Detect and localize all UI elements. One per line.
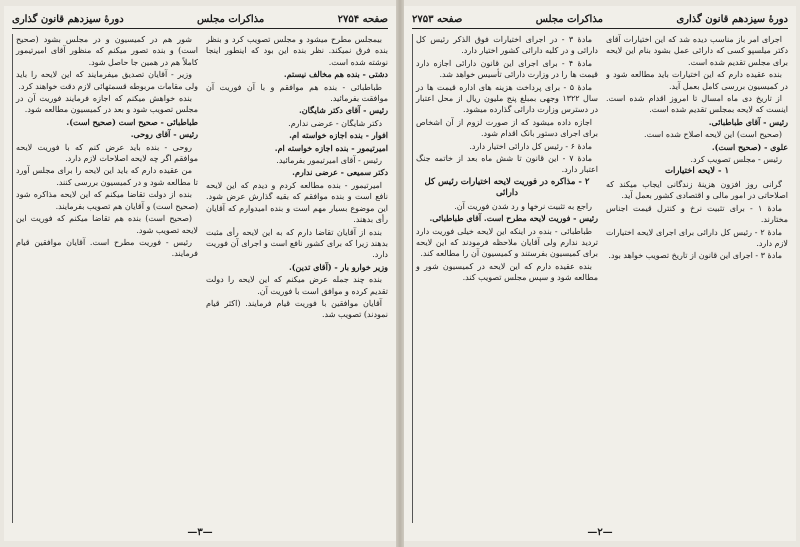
paragraph: طباطبائی - بنده در اینکه این لایحه خیلی فوریت دارد تردید ندارم ولی آقایان ملاحظه فرمودند که این لایحه برای کمیسیون بفرستند و کمیسیون آن را مطالعه کند. (416, 226, 598, 259)
paragraph: رئیس - مجلس تصویب کرد. (690, 155, 782, 165)
book-gutter (396, 0, 404, 547)
paragraph: بنده عقیده دارم که این لایحه در کمیسیون شور و مطالعه شود و سپس مجلس تصویب کند. (416, 261, 598, 283)
right-page-number: —۲— (587, 527, 613, 538)
paragraph: از تاریخ دی ماه امسال تا امروز اقدام شده است. اینست که لایحه بمجلس تقدیم شده است. (606, 94, 788, 115)
speaker-line: دشتی - بنده هم مخالف نیستم. (283, 69, 388, 80)
paragraph: طباطبائی - بنده هم موافقم و با آن فوریت آن موافقت بفرمائید. (206, 82, 388, 104)
paragraph: امیرتیمور - بنده مطالعه کردم و دیدم که این لایحه نافع است و بنده موافقم که بقیه گذارش عرض شود. این موضوع بسیار مهم است و بنده امیدوارم که آقایان رأی بدهند. (206, 180, 388, 225)
paragraph: مادهٔ ۳ - اجرای این قانون از تاریخ تصویب خواهد بود. (608, 251, 782, 261)
paragraph: بنده از دولت تقاضا میکنم که این لایحه مذاکره شود (صحیح است) و آقایان هم تصویب بفرمایند. (16, 190, 198, 211)
paragraph: دکتر شایگان - عرضی ندارم. (288, 118, 382, 128)
speaker-line: رئیس - فوریت لایحه مطرح است. آقای طباطبائی. (429, 213, 598, 224)
speaker-line: امیرتیمور - بنده اجازه خواسته ام. (274, 142, 388, 153)
speaker-line: رئیس - آقای دکتر شایگان. (299, 105, 388, 116)
left-header-page-number: صفحه ۲۷۵۴ (337, 13, 388, 25)
speaker-line: دکتر سمیعی - عرضی ندارم. (292, 167, 388, 178)
right-header-title: مذاکرات مجلس (535, 13, 603, 25)
paragraph: اجازه داده میشود که از صورت لزوم از آن اشخاص برای اجرای دستور بانک اقدام شود. (416, 117, 598, 139)
right-page-left-column (412, 34, 598, 523)
right-page-header (412, 10, 788, 29)
paragraph: بنده عقیده دارم که این اختیارات باید مطالعه شود و در کمیسیون بررسی کامل بعمل آید. (606, 70, 788, 91)
paragraph: اجرای امر باز مناسب دیده شد که این اختیارات آقای دکتر میلسپو کسی که دارائی عمل بشود بنام این لایحه برای مجلس تقدیم شده است. (606, 35, 788, 67)
paragraph: مادهٔ ۲ - رئیس کل دارائی برای اجرای لایحه اختیارات لازم دارد. (606, 227, 788, 248)
left-header-session: دورهٔ سیزدهم قانون گذاری (12, 13, 124, 25)
paragraph: بنده از آقایان تقاضا دارم که به این لایحه رأی مثبت بدهند زیرا که برای کشور نافع است و اجرای آن فوریت دارد. (206, 227, 388, 260)
paragraph: گرانی روز افزون هزینهٔ زندگانی ایجاب میکند که اصلاحاتی در امور مالی و اقتصادی کشور بعمل آید. (606, 179, 788, 201)
paragraph: بنده چند جمله عرض میکنم که این لایحه را دولت تقدیم کرده و موافق است با فوریت آن. (206, 275, 388, 296)
speaker-line: رئیس - آقای طباطبائی. (708, 116, 788, 127)
speaker-line: علوی - (صحیح است). (711, 141, 788, 152)
paragraph: شور هم در کمیسیون و در مجلس بشود (صحیح است) و بنده تصور میکنم که منظور آقای امیرتیمور کاملاً هم در همین جا حاصل شود. (16, 35, 198, 67)
paragraph: مادهٔ ۶ - رئیس کل دارائی اختیار دارد. (469, 141, 592, 151)
speaker-line: طباطبائی - صحیح است (صحیح است). (66, 116, 198, 127)
paragraph: رئیس - آقای امیرتیمور بفرمائید. (276, 156, 382, 166)
paragraph: مادهٔ ۱ - برای تثبیت نرخ و کنترل قیمت اجناس مختارند. (606, 203, 788, 225)
paragraph: راجع به تثبیت نرخها و رد شدن فوریت آن. (454, 201, 592, 211)
section-heading: ۱ - لایحه اختیارات (664, 166, 730, 177)
left-page-left-column (12, 34, 198, 523)
right-header-session: دورهٔ سیزدهم قانون گذاری (676, 13, 788, 25)
left-page-number: —۳— (187, 527, 213, 538)
paragraph: مادهٔ ۵ - برای پرداخت هزینه های اداره قیمت ها در سال ۱۳۲۲ وجهی بمبلغ پنج ملیون ریال از محل اعتبار در دسترس وزارت دارائی گذارده میشود. (416, 82, 598, 115)
right-page-right-column (606, 34, 788, 523)
paragraph: مادهٔ ۷ - این قانون تا شش ماه بعد از خاتمه جنگ اعتبار دارد. (416, 154, 598, 175)
right-page-columns (412, 34, 788, 523)
paragraph: (صحیح است) بنده هم تقاضا میکنم که فوریت این لایحه تصویب شود. (16, 214, 198, 235)
paragraph: (صحیح است) این لایحه اصلاح شده است. (644, 130, 782, 140)
section-heading: ۲ - مذاکره در فوریت لایحه اختیارات رئیس کل دارائی (424, 176, 590, 199)
left-page-columns (12, 34, 388, 523)
right-header-page-number: صفحه ۲۷۵۳ (412, 13, 463, 25)
left-header-title: مذاکرات مجلس (197, 13, 265, 25)
left-page-right-column (206, 34, 388, 523)
paragraph: آقایان موافقین با فوریت قیام فرمایند. (اکثر قیام نمودند) تصویب شد. (206, 298, 388, 320)
paragraph: روحی - بنده باید عرض کنم که با فوریت لایحه موافقم اگر چه لایحه اصلاحات لازم دارد. (16, 142, 198, 164)
paragraph: مادهٔ ۳ - در اجرای اختیارات فوق الذکر رئیس کل دارائی و در کلیه دارائی کشور اختیار دارد. (416, 35, 598, 56)
paragraph: من عقیده دارم که باید این لایحه را برای مجلس آورد تا مطالعه شود و در کمیسیون بررسی کنند. (16, 166, 198, 187)
paragraph: بنده خواهش میکنم که اجازه فرمایند فوریت آن در مجلس تصویب شود و بعد در کمیسیون مطالعه شود. (16, 94, 198, 115)
speaker-line: رئیس - آقای روحی. (130, 129, 198, 140)
paragraph: مادهٔ ۴ - برای اجرای این قانون دارائی اجازه دارد قیمت ها را در وزارت دارائی تأسیس خواهد شد. (416, 58, 598, 80)
speaker-line: افوار - بنده اجازه خواسته ام. (289, 130, 388, 141)
right-page (404, 6, 796, 541)
speaker-line: وزیر خوارو بار - (آقای تدین). (288, 261, 388, 272)
paragraph: وزیر - آقایان تصدیق میفرمایند که این لایحه را باید ولی مقامات مربوطه قسمتهائی لازم دقت خواهند کرد. (16, 70, 198, 91)
left-page-header (12, 10, 388, 29)
paragraph: رئیس - فوریت مطرح است. آقایان موافقین قیام فرمایند. (16, 237, 198, 259)
left-page (4, 6, 396, 541)
paragraph: بیمجلس مطرح میشود و مجلس تصویب کرد و بنظر بنده فرق نمیکند. نظر بنده این بود که اینطور اینجا نوشته شده است. (206, 35, 388, 67)
